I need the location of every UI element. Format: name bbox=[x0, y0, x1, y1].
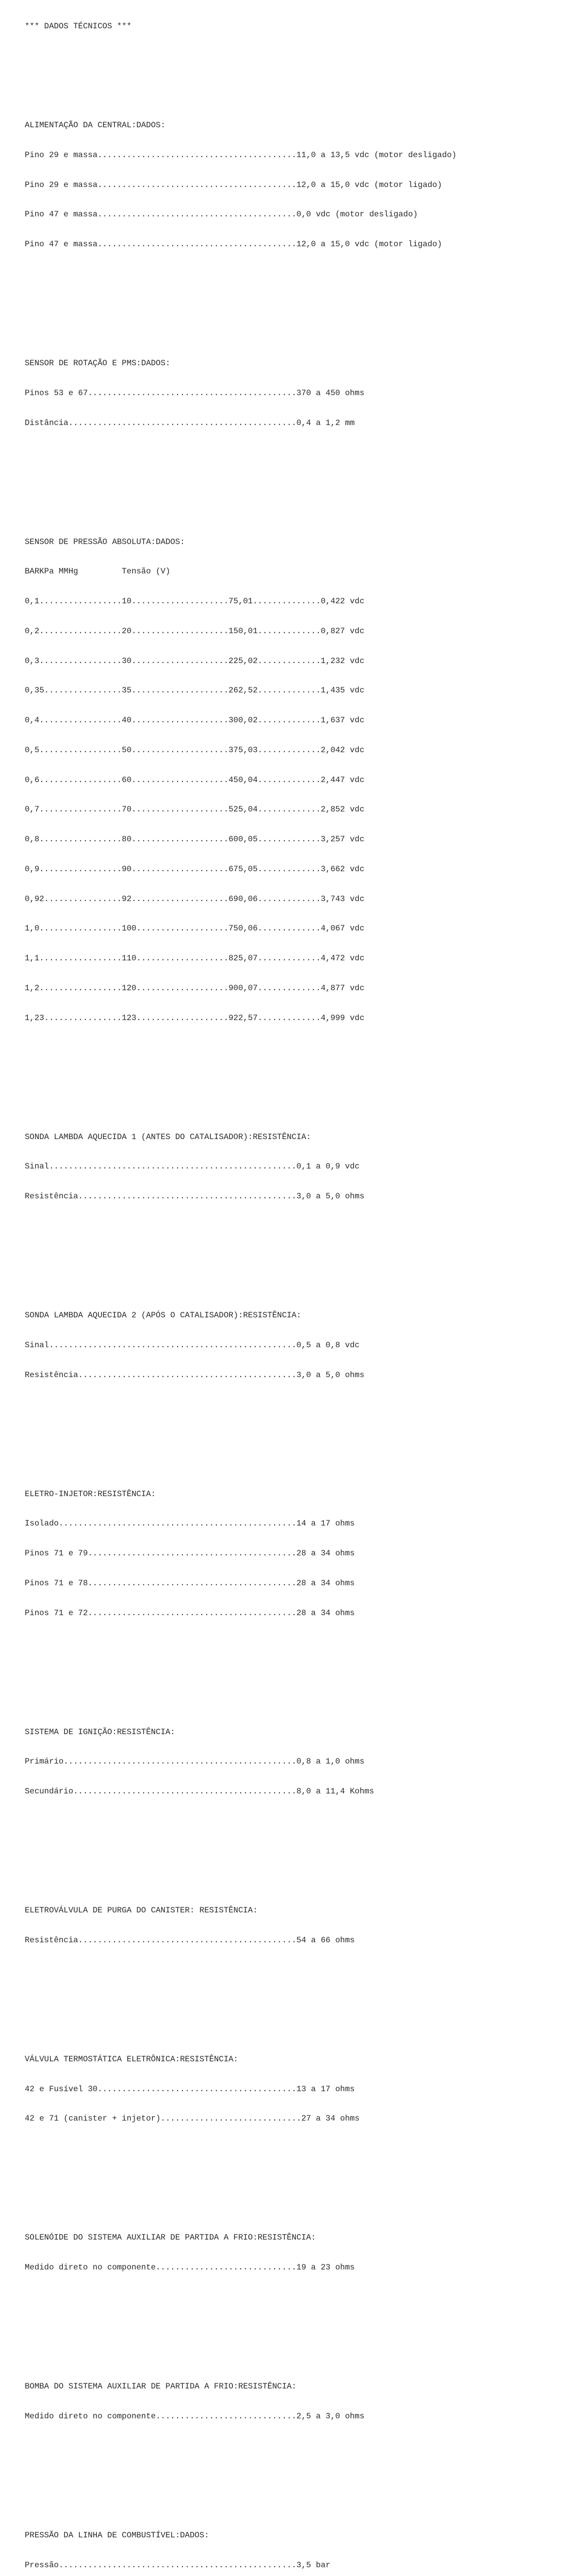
data-line: Pino 47 e massa.........................................0,0 vdc (motor desligado) bbox=[25, 210, 418, 219]
section-rpm-sensor bbox=[25, 339, 566, 448]
data-line: Pinos 71 e 72...........................................28 a 34 ohms bbox=[25, 1608, 355, 1618]
section-injector bbox=[25, 1469, 566, 1638]
data-line: 42 e Fusível 30.........................................13 a 17 ohms bbox=[25, 2084, 355, 2094]
document-header: *** DADOS TÉCNICOS *** bbox=[25, 21, 132, 31]
data-line: Pinos 53 e 67...........................................370 a 450 ohms bbox=[25, 388, 364, 398]
data-line: Sinal...................................................0,1 a 0,9 vdc bbox=[25, 1162, 360, 1172]
data-line: Medido direto no componente.............................2,5 a 3,0 ohms bbox=[25, 2411, 364, 2421]
table-row: 1,1.................110...................825,07.............4,472 vdc bbox=[25, 954, 364, 963]
data-line: Medido direto no componente.............................19 a 23 ohms bbox=[25, 2263, 355, 2272]
data-line: Isolado.................................................14 a 17 ohms bbox=[25, 1519, 355, 1529]
section-heading: VÁLVULA TERMOSTÁTICA ELETRÔNICA:RESISTÊNCIA: bbox=[25, 2054, 239, 2064]
table-row: 0,8.................80....................600,05.............3,257 vdc bbox=[25, 835, 364, 844]
data-line: Pino 47 e massa.........................................12,0 a 15,0 vdc (motor ligado) bbox=[25, 240, 442, 249]
data-line: Secundário..............................................8,0 a 11,4 Kohms bbox=[25, 1787, 374, 1796]
table-row: 0,3.................30....................225,02.............1,232 vdc bbox=[25, 656, 364, 666]
section-ignition bbox=[25, 1707, 566, 1817]
section-heading: SOLENÓIDE DO SISTEMA AUXILIAR DE PARTIDA A FRIO:RESISTÊNCIA: bbox=[25, 2233, 316, 2243]
table-row: 1,23................123...................922,57.............4,999 vdc bbox=[25, 1013, 364, 1023]
data-line: Resistência.............................................3,0 a 5,0 ohms bbox=[25, 1370, 364, 1380]
spacer bbox=[25, 1985, 566, 1995]
table-row: 0,9.................90....................675,05.............3,662 vdc bbox=[25, 864, 364, 874]
data-line: Pino 29 e massa.........................................12,0 a 15,0 vdc (motor ligado) bbox=[25, 180, 442, 190]
data-line: Pinos 71 e 79...........................................28 a 34 ohms bbox=[25, 1549, 355, 1558]
section-heading: ALIMENTAÇÃO DA CENTRAL:DADOS: bbox=[25, 121, 166, 130]
section-heading: SONDA LAMBDA AQUECIDA 1 (ANTES DO CATALISADOR):RESISTÊNCIA: bbox=[25, 1132, 311, 1142]
table-row: 0,35................35....................262,52.............1,435 vdc bbox=[25, 686, 364, 696]
spacer bbox=[25, 1241, 566, 1251]
section-lambda-sensor-2 bbox=[25, 1291, 566, 1400]
data-line: Primário................................................0,8 a 1,0 ohms bbox=[25, 1757, 364, 1767]
section-canister-valve bbox=[25, 1886, 566, 1965]
data-line: Sinal...................................................0,5 a 0,8 vdc bbox=[25, 1340, 360, 1350]
table-row: 0,2.................20....................150,01.............0,827 vdc bbox=[25, 626, 364, 636]
spacer bbox=[25, 1420, 566, 1430]
section-heading: SENSOR DE PRESSÃO ABSOLUTA:DADOS: bbox=[25, 537, 185, 547]
data-line: 42 e 71 (canister + injetor).............................27 a 34 ohms bbox=[25, 2114, 360, 2124]
data-line: Pino 29 e massa.........................................11,0 a 13,5 vdc (motor desligado) bbox=[25, 150, 457, 160]
table-row: 0,5.................50....................375,03.............2,042 vdc bbox=[25, 745, 364, 755]
table-row: 0,6.................60....................450,04.............2,447 vdc bbox=[25, 775, 364, 785]
section-heading: PRESSÃO DA LINHA DE COMBUSTÍVEL:DADOS: bbox=[25, 2530, 209, 2540]
data-line: Resistência.............................................54 a 66 ohms bbox=[25, 1935, 355, 1945]
spacer bbox=[25, 1063, 566, 1073]
data-line: Resistência.............................................3,0 a 5,0 ohms bbox=[25, 1192, 364, 1201]
section-lambda-sensor-1 bbox=[25, 1112, 566, 1222]
table-row: 1,0.................100...................750,06.............4,067 vdc bbox=[25, 924, 364, 934]
spacer bbox=[25, 2461, 566, 2471]
spacer bbox=[25, 2164, 566, 2174]
table-row: 0,7.................70....................525,04.............2,852 vdc bbox=[25, 805, 364, 815]
section-heading: ELETROVÁLVULA DE PURGA DO CANISTER: RESISTÊNCIA: bbox=[25, 1906, 258, 1915]
table-row: 0,4.................40....................300,02.............1,637 vdc bbox=[25, 716, 364, 725]
section-fuel-pressure bbox=[25, 2511, 566, 2576]
section-thermostatic-valve bbox=[25, 2035, 566, 2144]
section-power-supply bbox=[25, 101, 566, 269]
table-row: 0,1.................10....................75,01..............0,422 vdc bbox=[25, 597, 364, 606]
table-header: BARKPa MMHg Tensão (V) bbox=[25, 567, 171, 577]
technical-data-document bbox=[25, 2, 566, 2576]
spacer bbox=[25, 1658, 566, 1668]
section-heading: SENSOR DE ROTAÇÃO E PMS:DADOS: bbox=[25, 359, 171, 368]
section-heading: SONDA LAMBDA AQUECIDA 2 (APÓS O CATALISADOR):RESISTÊNCIA: bbox=[25, 1311, 302, 1320]
spacer bbox=[25, 468, 566, 478]
section-map-sensor bbox=[25, 517, 566, 1043]
section-cold-start-solenoid bbox=[25, 2213, 566, 2293]
table-row: 0,92................92....................690,06.............3,743 vdc bbox=[25, 894, 364, 904]
section-heading: ELETRO-INJETOR:RESISTÊNCIA: bbox=[25, 1489, 156, 1499]
spacer bbox=[25, 2312, 566, 2322]
data-line: Distância...............................................0,4 a 1,2 mm bbox=[25, 418, 355, 428]
spacer bbox=[25, 1836, 566, 1846]
section-heading: BOMBA DO SISTEMA AUXILIAR DE PARTIDA A FRIO:RESISTÊNCIA: bbox=[25, 2382, 297, 2391]
table-row: 1,2.................120...................900,07.............4,877 vdc bbox=[25, 983, 364, 993]
section-cold-start-pump bbox=[25, 2362, 566, 2442]
data-line: Pinos 71 e 78...........................................28 a 34 ohms bbox=[25, 1578, 355, 1588]
data-line: Pressão.................................................3,5 bar bbox=[25, 2560, 331, 2570]
spacer bbox=[25, 51, 566, 61]
section-heading: SISTEMA DE IGNIÇÃO:RESISTÊNCIA: bbox=[25, 1727, 175, 1737]
spacer bbox=[25, 289, 566, 299]
